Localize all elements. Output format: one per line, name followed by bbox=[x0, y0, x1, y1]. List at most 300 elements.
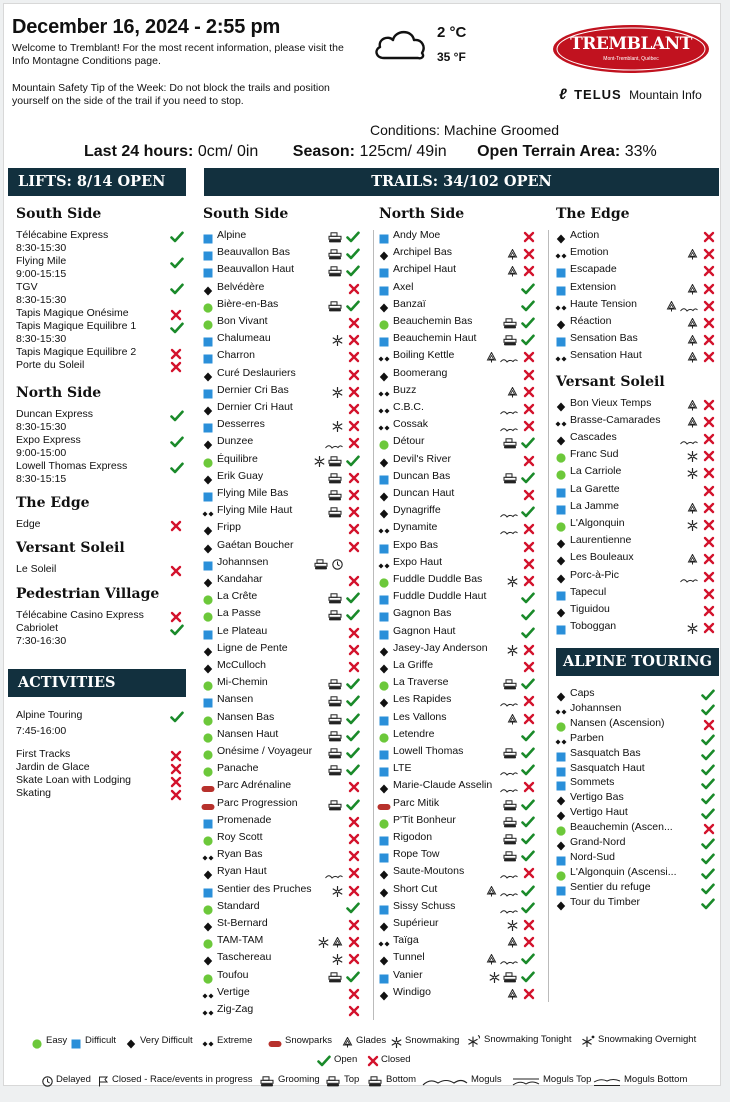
trail-name[interactable]: La Jamme bbox=[570, 499, 620, 512]
open-check-icon bbox=[346, 729, 360, 747]
temperature-celsius: 2 °C bbox=[437, 24, 467, 41]
open-check-icon bbox=[170, 282, 184, 300]
touring-route-name[interactable]: Nansen (Ascension) bbox=[570, 716, 665, 729]
grooming-icon bbox=[503, 333, 518, 351]
trail-name[interactable]: Supérieur bbox=[393, 917, 439, 929]
closed-x-icon bbox=[348, 884, 360, 902]
lift-name[interactable]: Tapis Magique Equilibre 1 bbox=[16, 320, 137, 332]
closed-x-icon bbox=[703, 282, 715, 300]
grooming-icon bbox=[328, 746, 343, 764]
lift-section-title: Versant Soleil bbox=[16, 540, 125, 556]
touring-route-name[interactable]: Johannsen bbox=[570, 701, 622, 714]
trail-name[interactable]: Bière-en-Bas bbox=[217, 297, 279, 310]
grooming-icon bbox=[503, 815, 518, 833]
trail-name[interactable]: Mi-Chemin bbox=[217, 676, 268, 689]
trail-name[interactable]: Belvédère bbox=[217, 280, 265, 293]
difficult-square-icon bbox=[203, 489, 213, 507]
activity-name[interactable]: Skate Loan with Lodging bbox=[16, 774, 132, 786]
trail-name[interactable]: Nansen Bas bbox=[217, 710, 275, 723]
open-check-icon bbox=[521, 299, 535, 317]
snowmaking-icon bbox=[332, 884, 343, 902]
trail-name[interactable]: Beauvallon Haut bbox=[217, 263, 295, 276]
closed-x-icon bbox=[703, 264, 715, 282]
trail-name[interactable]: Action bbox=[570, 229, 600, 241]
grooming-icon bbox=[328, 488, 343, 506]
closed-x-icon bbox=[523, 660, 535, 678]
trail-name[interactable]: Ligne de Pente bbox=[217, 641, 288, 654]
trail-name[interactable]: Les Vallons bbox=[393, 710, 447, 723]
snow-stats bbox=[84, 143, 657, 161]
trail-name[interactable]: Tunnel bbox=[393, 951, 425, 964]
touring-route-name[interactable]: Beauchemin (Ascen... bbox=[570, 821, 673, 834]
open-check-icon bbox=[521, 436, 535, 454]
open-check-icon bbox=[521, 832, 535, 850]
legend-label: Grooming bbox=[278, 1074, 320, 1085]
trail-name[interactable]: Dunzee bbox=[217, 435, 254, 448]
closed-x-icon bbox=[523, 540, 535, 558]
closed-x-icon bbox=[523, 230, 535, 248]
open-check-icon bbox=[346, 608, 360, 626]
lift-name[interactable]: TGV bbox=[16, 281, 38, 293]
grooming-icon bbox=[328, 608, 343, 626]
trail-name[interactable]: Réaction bbox=[570, 315, 612, 327]
glades-icon bbox=[666, 299, 677, 317]
trail-name[interactable]: Duncan Haut bbox=[393, 487, 455, 499]
open-check-icon bbox=[521, 591, 535, 609]
trail-name[interactable]: Buzz bbox=[393, 383, 417, 396]
open-check-icon bbox=[346, 712, 360, 730]
snowmaking-overnight-icon bbox=[581, 1034, 595, 1052]
trail-name[interactable]: Roy Scott bbox=[217, 831, 263, 843]
delayed-clock-icon bbox=[42, 1074, 53, 1092]
sponsor-suffix: Mountain Info bbox=[629, 88, 702, 102]
closed-x-icon bbox=[348, 643, 360, 661]
trail-name[interactable]: Short Cut bbox=[393, 882, 438, 895]
closed-x-icon bbox=[703, 415, 715, 433]
trail-name[interactable]: Nansen bbox=[217, 693, 254, 706]
trail-name[interactable]: Dernier Cri Haut bbox=[217, 401, 293, 413]
easy-circle-icon bbox=[203, 300, 213, 318]
legend-label: Bottom bbox=[386, 1074, 417, 1085]
glades-icon bbox=[507, 712, 518, 730]
activity-name[interactable]: First Tracks bbox=[16, 748, 71, 760]
trail-name[interactable]: La Carriole bbox=[570, 465, 622, 478]
difficult-square-icon bbox=[556, 283, 566, 301]
legend-label: Snowmaking Overnight bbox=[598, 1034, 697, 1045]
closed-x-icon bbox=[523, 368, 535, 386]
double-diamond-icon bbox=[202, 988, 214, 1006]
trails-header: TRAILS: 34/102 OPEN bbox=[204, 168, 719, 196]
closed-x-icon bbox=[170, 360, 182, 378]
open-check-icon bbox=[317, 1054, 331, 1072]
activity-name[interactable]: Skating bbox=[16, 787, 52, 799]
alpine-touring-header: ALPINE TOURING bbox=[556, 648, 719, 676]
glades-icon bbox=[342, 1035, 353, 1053]
trail-name[interactable]: Standard bbox=[217, 899, 260, 912]
trail-name[interactable]: L'Algonquin bbox=[570, 517, 625, 529]
open-check-icon bbox=[346, 677, 360, 695]
trail-name[interactable]: McCulloch bbox=[217, 659, 267, 671]
trail-name[interactable]: Extension bbox=[570, 280, 617, 293]
easy-circle-icon bbox=[32, 1036, 42, 1054]
grooming-icon bbox=[503, 471, 518, 489]
trail-name[interactable]: Curé Deslauriers bbox=[217, 366, 296, 379]
black-diamond-icon bbox=[556, 898, 566, 916]
trail-name[interactable]: Axel bbox=[393, 280, 414, 293]
trail-name[interactable]: Marie-Claude Asselin bbox=[393, 779, 493, 792]
difficult-square-icon bbox=[203, 351, 213, 369]
trail-name[interactable]: Flying Mile Bas bbox=[217, 487, 289, 499]
closed-x-icon bbox=[348, 316, 360, 334]
activities-header: ACTIVITIES bbox=[8, 669, 186, 697]
double-diamond-icon bbox=[378, 386, 390, 404]
touring-route-name[interactable]: Sasquatch Bas bbox=[570, 746, 641, 759]
double-diamond-icon bbox=[378, 936, 390, 954]
closed-x-icon bbox=[348, 1004, 360, 1022]
grooming-icon bbox=[328, 694, 343, 712]
trail-name[interactable]: Les Rapides bbox=[393, 693, 452, 706]
grooming-icon bbox=[503, 849, 518, 867]
trail-name[interactable]: Taïga bbox=[393, 934, 419, 947]
lift-name[interactable]: Edge bbox=[16, 518, 41, 530]
trail-name[interactable]: Cascades bbox=[570, 431, 617, 443]
lift-name[interactable]: Cabriolet bbox=[16, 622, 59, 634]
glades-icon bbox=[507, 264, 518, 282]
trail-name[interactable]: Dernier Cri Bas bbox=[217, 383, 289, 396]
trail-name[interactable]: Tapecul bbox=[570, 585, 607, 598]
touring-route-name[interactable]: Vertigo Bas bbox=[570, 791, 624, 804]
welcome-text: Welcome to Tremblant! For the most recent information, please visit the Info Montagne Conditions page. bbox=[12, 42, 344, 67]
trail-name[interactable]: Beauchemin Haut bbox=[393, 332, 477, 345]
trail-name[interactable]: Le Plateau bbox=[217, 624, 268, 637]
trail-name[interactable]: Andy Moe bbox=[393, 229, 441, 241]
black-diamond-icon bbox=[379, 953, 389, 971]
lift-name[interactable]: Lowell Thomas Express bbox=[16, 460, 128, 472]
trail-name[interactable]: Sissy Schuss bbox=[393, 899, 456, 912]
trail-name[interactable]: Rigodon bbox=[393, 831, 433, 843]
trail-name[interactable]: Letendre bbox=[393, 727, 435, 740]
legend-label: Delayed bbox=[56, 1074, 91, 1085]
closed-x-icon bbox=[348, 849, 360, 867]
trail-name[interactable]: Porc-à-Pic bbox=[570, 568, 620, 581]
lift-name[interactable]: Duncan Express bbox=[16, 408, 94, 420]
touring-route-name[interactable]: Sentier du refuge bbox=[570, 880, 651, 893]
trail-name[interactable]: Boomerang bbox=[393, 366, 448, 379]
black-diamond-icon bbox=[203, 919, 213, 937]
trail-name[interactable]: Onésime / Voyageur bbox=[217, 745, 313, 757]
trail-name[interactable]: Sentier des Pruches bbox=[217, 882, 312, 895]
trail-name[interactable]: Expo Bas bbox=[393, 538, 438, 551]
tremblant-logo[interactable] bbox=[552, 24, 710, 74]
trail-name[interactable]: Beauvallon Bas bbox=[217, 246, 290, 259]
legend-label: Easy bbox=[46, 1035, 68, 1046]
lift-name[interactable]: Le Soleil bbox=[16, 563, 57, 575]
snowmaking-icon bbox=[687, 621, 698, 639]
trail-name[interactable]: TAM-TAM bbox=[217, 934, 264, 947]
open-check-icon bbox=[170, 435, 184, 453]
trail-name[interactable]: Archipel Bas bbox=[393, 246, 452, 259]
closed-x-icon bbox=[703, 484, 715, 502]
touring-route-name[interactable]: Parben bbox=[570, 731, 604, 744]
trail-name[interactable]: La Garette bbox=[570, 482, 620, 495]
trail-name[interactable]: Flying Mile Haut bbox=[217, 504, 293, 517]
trail-name[interactable]: Expo Haut bbox=[393, 555, 443, 568]
difficult-square-icon bbox=[203, 885, 213, 903]
open-check-icon bbox=[346, 694, 360, 712]
closed-x-icon bbox=[348, 935, 360, 953]
trail-name[interactable]: Tiguidou bbox=[570, 603, 610, 615]
trail-name[interactable]: Saute-Moutons bbox=[393, 865, 465, 878]
snowmaking-icon bbox=[332, 385, 343, 403]
grooming-icon bbox=[503, 746, 518, 764]
touring-route-name[interactable]: Sasquatch Haut bbox=[570, 761, 645, 774]
black-diamond-icon bbox=[379, 695, 389, 713]
touring-route-name[interactable]: Grand-Nord bbox=[570, 836, 626, 848]
touring-route-name[interactable]: Nord-Sud bbox=[570, 850, 615, 863]
difficult-square-icon bbox=[203, 334, 213, 352]
trail-name[interactable]: Sensation Bas bbox=[570, 332, 638, 345]
lift-name[interactable]: Expo Express bbox=[16, 434, 81, 446]
legend-label: Moguls Top bbox=[543, 1074, 592, 1085]
trail-name[interactable]: Laurentienne bbox=[570, 534, 632, 547]
easy-circle-icon bbox=[203, 730, 213, 748]
trail-name[interactable]: Emotion bbox=[570, 246, 609, 259]
trail-name[interactable]: Taschereau bbox=[217, 951, 272, 964]
open-check-icon bbox=[346, 454, 360, 472]
easy-circle-icon bbox=[203, 678, 213, 696]
trail-name[interactable]: Charron bbox=[217, 349, 255, 362]
lift-hours: 9:00-15:15 bbox=[16, 268, 67, 280]
open-check-icon bbox=[521, 970, 535, 988]
difficult-square-icon bbox=[379, 971, 389, 989]
trail-name[interactable]: Parc Adrénaline bbox=[217, 779, 292, 792]
black-diamond-icon bbox=[556, 553, 566, 571]
easy-circle-icon bbox=[203, 936, 213, 954]
difficult-square-icon bbox=[203, 816, 213, 834]
trail-name[interactable]: Lowell Thomas bbox=[393, 745, 464, 757]
trail-name[interactable]: Boiling Kettle bbox=[393, 349, 455, 362]
black-diamond-icon bbox=[379, 988, 389, 1006]
trail-name[interactable]: Banzaï bbox=[393, 297, 426, 310]
touring-route-name[interactable]: L'Algonquin (Ascensi... bbox=[570, 865, 677, 878]
difficult-square-icon bbox=[556, 334, 566, 352]
trail-name[interactable]: C.B.C. bbox=[393, 401, 424, 413]
black-diamond-icon bbox=[379, 661, 389, 679]
trail-name[interactable]: Alpine bbox=[217, 229, 247, 241]
lift-name[interactable]: Tapis Magique Onésime bbox=[16, 307, 129, 319]
glades-icon bbox=[507, 247, 518, 265]
lift-hours: 8:30-15:30 bbox=[16, 421, 67, 433]
trail-name[interactable]: La Crête bbox=[217, 590, 258, 603]
activity-name[interactable]: Alpine Touring bbox=[16, 709, 83, 721]
trail-name[interactable]: Jasey-Jay Anderson bbox=[393, 641, 488, 654]
open-check-icon bbox=[521, 729, 535, 747]
trail-name[interactable]: Ryan Bas bbox=[217, 848, 263, 861]
difficult-square-icon bbox=[556, 485, 566, 503]
trail-name[interactable]: Franc Sud bbox=[570, 448, 619, 461]
difficult-square-icon bbox=[379, 609, 389, 627]
open-check-icon bbox=[521, 316, 535, 334]
trail-name[interactable]: Kandahar bbox=[217, 573, 263, 585]
black-diamond-icon bbox=[556, 571, 566, 589]
closed-x-icon bbox=[348, 368, 360, 386]
lift-name[interactable]: Porte du Soleil bbox=[16, 359, 85, 371]
trail-name[interactable]: Zig-Zag bbox=[217, 1003, 254, 1015]
open-check-icon bbox=[521, 282, 535, 300]
trail-name[interactable]: Équilibre bbox=[217, 452, 258, 465]
trail-name[interactable]: LTE bbox=[393, 762, 412, 775]
trail-name[interactable]: Vertige bbox=[217, 985, 250, 998]
black-diamond-icon bbox=[379, 919, 389, 937]
difficult-square-icon bbox=[556, 265, 566, 283]
trail-name[interactable]: Fuddle Duddle Bas bbox=[393, 573, 483, 585]
season-cm: 125cm bbox=[359, 143, 408, 160]
snowpark-icon bbox=[268, 1036, 282, 1054]
easy-circle-icon bbox=[379, 575, 389, 593]
trail-name[interactable]: La Passe bbox=[217, 607, 261, 620]
closed-x-icon bbox=[703, 432, 715, 450]
black-diamond-icon bbox=[379, 506, 389, 524]
grooming-icon bbox=[328, 970, 343, 988]
lift-section-title: Pedestrian Village bbox=[16, 586, 160, 602]
trail-name[interactable]: Sensation Haut bbox=[570, 349, 642, 362]
trail-name[interactable]: Bon Vivant bbox=[217, 315, 268, 327]
trail-name[interactable]: St-Bernard bbox=[217, 917, 268, 929]
snowmaking-icon bbox=[314, 454, 325, 472]
touring-route-name[interactable]: Caps bbox=[570, 687, 595, 699]
grooming-icon bbox=[328, 763, 343, 781]
trail-name[interactable]: Ryan Haut bbox=[217, 865, 267, 878]
trail-name[interactable]: P'Tit Bonheur bbox=[393, 813, 456, 826]
easy-circle-icon bbox=[203, 971, 213, 989]
difficult-square-icon bbox=[379, 283, 389, 301]
trail-name[interactable]: Toboggan bbox=[570, 620, 617, 633]
trail-name[interactable]: Escapade bbox=[570, 263, 617, 276]
trail-name[interactable]: Cossak bbox=[393, 418, 429, 431]
trail-name[interactable]: Duncan Bas bbox=[393, 469, 451, 482]
closed-x-icon bbox=[523, 488, 535, 506]
touring-route-name[interactable]: Vertigo Haut bbox=[570, 806, 628, 819]
closed-x-icon bbox=[523, 712, 535, 730]
grooming-icon bbox=[328, 471, 343, 489]
trail-name[interactable]: Dynagriffe bbox=[393, 504, 441, 517]
closed-x-icon bbox=[523, 522, 535, 540]
open-check-icon bbox=[346, 763, 360, 781]
trail-name[interactable]: Archipel Haut bbox=[393, 263, 457, 276]
trail-name[interactable]: La Traverse bbox=[393, 676, 449, 689]
trail-name[interactable]: Dynamite bbox=[393, 521, 438, 534]
trail-name[interactable]: Desserres bbox=[217, 418, 265, 431]
trail-name[interactable]: Bon Vieux Temps bbox=[570, 396, 652, 409]
difficult-square-icon bbox=[379, 472, 389, 490]
trail-name[interactable]: Les Bouleaux bbox=[570, 551, 634, 564]
snowmaking-icon bbox=[507, 918, 518, 936]
grooming-icon bbox=[328, 591, 343, 609]
legend-label: Closed - Race/events in progress bbox=[112, 1074, 253, 1085]
open-check-icon bbox=[346, 970, 360, 988]
trail-name[interactable]: Windigo bbox=[393, 985, 431, 998]
grooming-icon bbox=[328, 505, 343, 523]
open-check-icon bbox=[521, 952, 535, 970]
activity-name[interactable]: Jardin de Glace bbox=[16, 761, 90, 773]
black-diamond-icon bbox=[203, 523, 213, 541]
trail-name[interactable]: Parc Progression bbox=[217, 796, 298, 809]
open-check-icon bbox=[170, 321, 184, 339]
trail-name[interactable]: Johannsen bbox=[217, 555, 269, 568]
closed-x-icon bbox=[348, 436, 360, 454]
moguls-icon bbox=[500, 507, 518, 525]
double-diamond-icon bbox=[378, 523, 390, 541]
closed-x-icon bbox=[348, 471, 360, 489]
trail-name[interactable]: Gagnon Haut bbox=[393, 624, 456, 637]
trail-name[interactable]: Erik Guay bbox=[217, 469, 264, 482]
trail-name[interactable]: Chalumeau bbox=[217, 332, 271, 345]
trail-name[interactable]: La Griffe bbox=[393, 659, 434, 671]
lift-name[interactable]: Télécabine Express bbox=[16, 229, 109, 241]
trail-name[interactable]: Parc Mitik bbox=[393, 796, 440, 809]
trail-name[interactable]: Gaétan Boucher bbox=[217, 538, 294, 551]
lift-name[interactable]: Tapis Magique Equilibre 2 bbox=[16, 346, 137, 358]
easy-circle-icon bbox=[556, 519, 566, 537]
closed-x-icon bbox=[348, 419, 360, 437]
trail-name[interactable]: Gagnon Bas bbox=[393, 607, 452, 620]
trail-name[interactable]: Fuddle Duddle Haut bbox=[393, 590, 487, 603]
closed-x-icon bbox=[703, 466, 715, 484]
grooming-icon bbox=[328, 299, 343, 317]
lift-hours: 8:30-15:15 bbox=[16, 473, 67, 485]
season-label: Season: bbox=[292, 143, 356, 160]
logo-subtext: Mont-Tremblant, Québec bbox=[603, 56, 659, 62]
lift-name[interactable]: Flying Mile bbox=[16, 255, 67, 267]
trail-name[interactable]: Promenade bbox=[217, 813, 272, 826]
trail-name[interactable]: Fripp bbox=[217, 521, 241, 534]
black-diamond-icon bbox=[203, 644, 213, 662]
snowmaking-icon bbox=[318, 935, 329, 953]
open-check-icon bbox=[346, 247, 360, 265]
trail-name[interactable]: Toufou bbox=[217, 968, 249, 981]
column-divider bbox=[548, 230, 549, 1002]
season-in: 49in bbox=[416, 143, 447, 160]
open-check-icon bbox=[521, 505, 535, 523]
temperature-fahrenheit: 35 °F bbox=[437, 50, 466, 64]
difficult-square-icon bbox=[379, 833, 389, 851]
trail-name[interactable]: Nansen Haut bbox=[217, 727, 279, 740]
trail-section-title: South Side bbox=[203, 206, 289, 222]
closed-race-flag-icon bbox=[98, 1074, 109, 1092]
trail-name[interactable]: Vanier bbox=[393, 968, 423, 981]
lift-name[interactable]: Télécabine Casino Express bbox=[16, 609, 144, 621]
trail-name[interactable]: Rope Tow bbox=[393, 848, 440, 861]
trail-name[interactable]: Brasse-Camarades bbox=[570, 413, 661, 426]
glades-icon bbox=[687, 398, 698, 416]
glades-icon bbox=[687, 282, 698, 300]
snowmaking-icon bbox=[332, 419, 343, 437]
touring-route-name[interactable]: Tour du Timber bbox=[570, 895, 641, 908]
closed-x-icon bbox=[348, 918, 360, 936]
closed-x-icon bbox=[703, 552, 715, 570]
touring-route-name[interactable]: Sommets bbox=[570, 776, 615, 789]
closed-x-icon bbox=[170, 519, 182, 537]
glades-icon bbox=[687, 415, 698, 433]
trail-name[interactable]: Devil's River bbox=[393, 452, 452, 465]
trail-name[interactable]: Beauchemin Bas bbox=[393, 315, 473, 327]
trail-name[interactable]: Haute Tension bbox=[570, 297, 637, 310]
trail-name[interactable]: Panache bbox=[217, 762, 259, 775]
snowmaking-icon bbox=[507, 643, 518, 661]
closed-x-icon bbox=[523, 780, 535, 798]
trail-name[interactable]: Détour bbox=[393, 435, 425, 448]
double-diamond-icon bbox=[555, 300, 567, 318]
